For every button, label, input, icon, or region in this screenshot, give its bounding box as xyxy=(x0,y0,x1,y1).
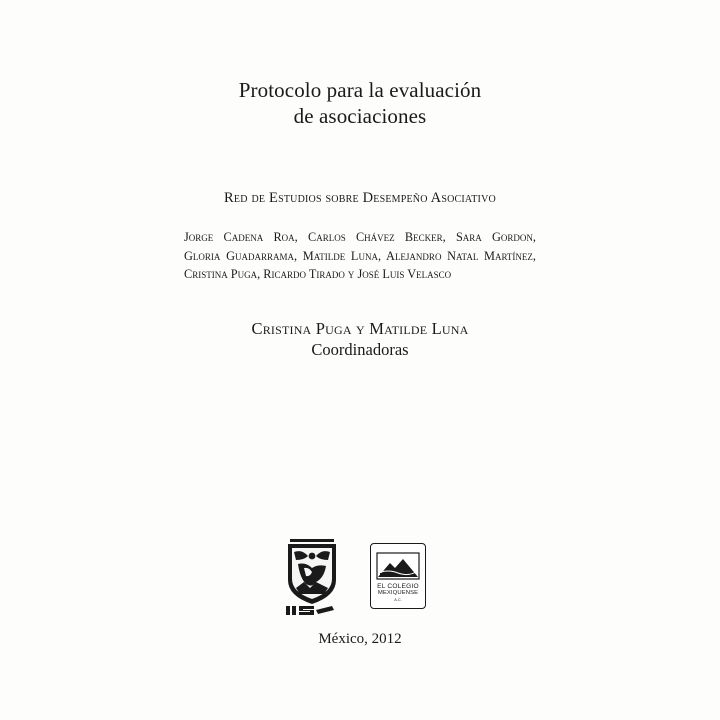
colegio-logo-text-1: EL COLEGIO xyxy=(377,583,419,590)
colegio-logo-text-2: MEXIQUENSE xyxy=(377,590,419,596)
unam-seal-icon xyxy=(284,538,340,616)
author-list xyxy=(184,228,536,284)
colegio-logo-text-3: A.C. xyxy=(394,598,402,602)
coordinators xyxy=(0,318,720,360)
coordinator-names: Cristina Puga y Matilde Luna xyxy=(251,319,469,338)
author-line-2: Gloria Guadarrama, Matilde Luna, Alejandro Natal Martínez, xyxy=(184,248,536,263)
book-title-line-2: de asociaciones xyxy=(293,104,427,128)
author-line-1: Jorge Cadena Roa, Carlos Chávez Becker, Sara Gordon, xyxy=(184,230,536,244)
author-line-3: Cristina Puga, Ricardo Tirado y José Luis Velasco xyxy=(184,267,452,281)
imprint-place-year: México, 2012 xyxy=(318,631,402,647)
mountain-icon xyxy=(376,551,420,581)
coordinator-role: Coordinadoras xyxy=(311,340,409,359)
colegio-mexiquense-logo xyxy=(370,543,426,609)
unam-seal-graphic xyxy=(284,538,340,616)
book-title xyxy=(0,77,720,129)
research-network: Red de Estudios sobre Desempeño Asociativo xyxy=(224,190,496,206)
book-title-line-1: Protocolo para la evaluación xyxy=(238,78,482,102)
